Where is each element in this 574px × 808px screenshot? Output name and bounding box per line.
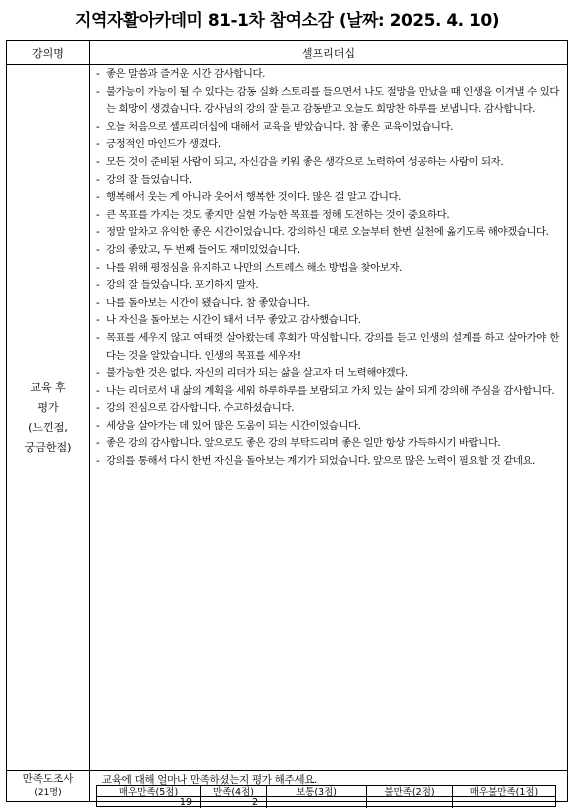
comment-text: 모든 것이 준비된 사람이 되고, 자신감을 키워 좋은 생각으로 노력하여 성공하는 사람이 되자. [106, 155, 504, 168]
bullet-dash: - [96, 120, 100, 133]
evaluation-label [7, 65, 90, 770]
bullet-dash: - [96, 296, 100, 309]
comment-text: 정말 알차고 유익한 좋은 시간이었습니다. 강의하신 대로 오늘부터 한번 실천에 옮기도록 해야겠습니다. [106, 226, 549, 239]
comment-item [96, 453, 559, 471]
comment-text: 행복해서 웃는 게 아니라 웃어서 행복한 것이다. 많은 걸 알고 갑니다. [106, 191, 402, 204]
bullet-dash: - [96, 455, 100, 468]
comment-item [96, 136, 559, 154]
comment-text: 불가능이 가능이 될 수 있다는 감동 실화 스토리를 들으면서 나도 절망을 만났을 때 인생을 이겨낼 수 있다는 희망이 생겼습니다. 강사님의 강의 잘 듣고 감동받고 오늘도 희망찬 하루를 보냅니다. 감사합니다. [106, 85, 559, 116]
comment-text: 큰 목표를 가지는 것도 좋지만 실현 가능한 목표를 정해 도전하는 것이 중요하다. [106, 208, 450, 221]
satisfaction-question: 교육에 대해 얼마나 만족하셨는지 평가 해주세요. [102, 774, 318, 786]
bullet-dash: - [96, 138, 100, 151]
comment-list [90, 65, 567, 770]
evaluation-label-line: 교육 후 [30, 380, 66, 394]
evaluation-label-line: (느낀점, [28, 420, 68, 434]
satisfaction-score-table [96, 785, 556, 807]
page-title: 지역자활아카데미 81-1차 참여소감 (날짜: 2025. 4. 10) [75, 11, 499, 31]
comment-text: 세상을 살아가는 데 있어 많은 도움이 되는 시간이었습니다. [106, 419, 361, 432]
comment-item [96, 330, 559, 365]
comment-item [96, 260, 559, 278]
comment-text: 강의 좋았고, 두 번째 들어도 재미있었습니다. [106, 243, 300, 256]
score-count [367, 797, 453, 808]
comment-item [96, 66, 559, 84]
bullet-dash: - [96, 279, 100, 292]
bullet-dash: - [96, 419, 100, 432]
comment-text: 나를 돌아보는 시간이 됐습니다. 참 좋았습니다. [106, 296, 310, 309]
bullet-dash: - [96, 155, 100, 168]
survey-table [6, 40, 568, 808]
comment-text: 강의를 통해서 다시 한번 자신을 돌아보는 계기가 되었습니다. 앞으로 많은 노력이 필요할 것 같네요. [106, 455, 536, 468]
satisfaction-body [90, 771, 567, 808]
comment-text: 좋은 강의 감사합니다. 앞으로도 좋은 강의 부탁드리며 좋은 일만 항상 가득하시기 바랍니다. [106, 437, 501, 450]
comment-item [96, 84, 559, 119]
score-count: 19 [97, 797, 201, 808]
comment-text: 나는 리더로서 내 삶의 계획을 세워 하루하루를 보람되고 가치 있는 삶이 되게 강의해 주심을 감사합니다. [106, 384, 555, 397]
comment-text: 불가능한 것은 없다. 자신의 리더가 되는 삶을 살고자 더 노력해야겠다. [106, 367, 408, 380]
bullet-dash: - [96, 402, 100, 415]
lecture-row [7, 41, 567, 65]
comment-item [96, 400, 559, 418]
bullet-dash: - [96, 367, 100, 380]
comment-text: 강의 잘 들었습니다. [106, 173, 192, 186]
evaluation-label-line: 궁금한점) [24, 440, 72, 454]
bullet-dash: - [96, 243, 100, 256]
score-header: 매우불만족(1점) [453, 786, 555, 797]
bullet-dash: - [96, 68, 100, 80]
score-count: 2 [201, 797, 267, 808]
comment-item [96, 242, 559, 260]
bullet-dash: - [96, 85, 100, 98]
bullet-dash: - [96, 331, 100, 344]
comment-item [96, 224, 559, 242]
bullet-dash: - [96, 261, 100, 274]
bullet-dash: - [96, 191, 100, 204]
comment-item [96, 295, 559, 313]
evaluation-label-line: 평가 [37, 400, 59, 414]
comment-item [96, 119, 559, 137]
comment-text: 나를 위해 평정심을 유지하고 나만의 스트레스 해소 방법을 찾아보자. [106, 261, 402, 274]
satisfaction-label [7, 771, 90, 801]
comment-item [96, 418, 559, 436]
lecture-label: 강의명 [7, 41, 90, 64]
comment-item [96, 435, 559, 453]
score-count [453, 797, 555, 808]
bullet-dash: - [96, 384, 100, 397]
satisfaction-row [7, 771, 567, 808]
comment-item [96, 312, 559, 330]
evaluation-row [7, 65, 567, 771]
bullet-dash: - [96, 314, 100, 327]
comment-item [96, 207, 559, 225]
comment-item [96, 383, 559, 401]
comment-text: 좋은 말씀과 즐거운 시간 감사합니다. [106, 68, 266, 80]
comment-text: 강의 잘 들었습니다. 포기하지 말자. [106, 279, 259, 292]
score-header: 만족(4점) [201, 786, 267, 797]
comment-text: 나 자신을 돌아보는 시간이 돼서 너무 좋았고 감사했습니다. [106, 314, 361, 327]
comment-item [96, 277, 559, 295]
score-header: 불만족(2점) [367, 786, 453, 797]
comment-item [96, 172, 559, 190]
bullet-dash: - [96, 208, 100, 221]
bullet-dash: - [96, 437, 100, 450]
comment-text: 목표를 세우지 않고 여태껏 살아왔는데 후회가 막심합니다. 강의를 듣고 인생의 설계를 하고 살아가야 한다는 것을 알았습니다. 인생의 목표를 세우자! [106, 331, 559, 362]
comment-text: 오늘 처음으로 셀프리더십에 대해서 교육을 받았습니다. 참 좋은 교육이었습니다. [106, 120, 454, 133]
score-count [267, 797, 367, 808]
comment-item [96, 365, 559, 383]
lecture-name: 셀프리더십 [301, 46, 356, 60]
comment-text: 강의 진심으로 감사합니다. 수고하셨습니다. [106, 402, 294, 415]
bullet-dash: - [96, 226, 100, 239]
score-header: 보통(3점) [267, 786, 367, 797]
respondent-count: (21명) [34, 788, 62, 798]
bullet-dash: - [96, 173, 100, 186]
score-header: 매우만족(5점) [97, 786, 201, 797]
satisfaction-title: 만족도조사 [22, 773, 74, 785]
comment-item [96, 154, 559, 172]
comment-item [96, 189, 559, 207]
comment-text: 긍정적인 마인드가 생겼다. [106, 138, 221, 151]
